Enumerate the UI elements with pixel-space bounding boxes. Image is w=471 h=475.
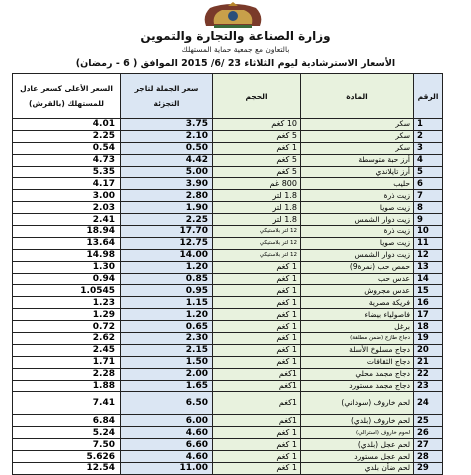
cell-item: أرز حبة متوسطة (301, 154, 414, 166)
cell-number: 3 (414, 142, 443, 154)
cell-item: لحم عجل (بلدي) (301, 439, 414, 451)
cell-unit: 1 كغم (213, 439, 301, 451)
table-row (13, 415, 443, 427)
cell-unit: 1كغم (213, 368, 301, 380)
cell-wholesale-price: 3.90 (121, 178, 213, 190)
cell-number: 12 (414, 249, 443, 261)
cell-wholesale-price: 3.75 (121, 119, 213, 131)
cell-consumer-price: 1.29 (13, 309, 121, 321)
cell-item: لحوم خاروف (استرالي) (301, 427, 414, 439)
cell-item: زيت دوار الشمس (301, 249, 414, 261)
cell-number: 24 (414, 392, 443, 415)
cell-wholesale-price: 1.65 (121, 380, 213, 392)
cell-unit: 1 كغم (213, 297, 301, 309)
column-header-number: الرقم (414, 74, 443, 119)
cell-unit: 1 كغم (213, 142, 301, 154)
column-header-consumer-price: السعر الأعلى كسعر عادل للمستهلك (بالقرش) (13, 74, 121, 119)
cell-number: 27 (414, 439, 443, 451)
table-row (13, 226, 443, 238)
cell-number: 18 (414, 321, 443, 333)
cell-consumer-price: 0.94 (13, 273, 121, 285)
cell-number: 5 (414, 166, 443, 178)
table-row (13, 154, 443, 166)
cell-unit: 1 كغم (213, 427, 301, 439)
cell-number: 22 (414, 368, 443, 380)
jordan-coat-of-arms-icon (200, 2, 266, 30)
cell-wholesale-price: 17.70 (121, 226, 213, 238)
cell-consumer-price: 0.54 (13, 142, 121, 154)
table-row (13, 356, 443, 368)
column-header-wholesale-price: سعر الجملة لتاجر التجزئة (121, 74, 213, 119)
cell-number: 4 (414, 154, 443, 166)
cell-number: 13 (414, 261, 443, 273)
cell-consumer-price: 2.41 (13, 214, 121, 226)
cell-number: 16 (414, 297, 443, 309)
cell-item: لحم ضأن بلدي (301, 463, 414, 475)
column-header-unit: الحجم (213, 74, 301, 119)
cell-wholesale-price: 2.15 (121, 344, 213, 356)
cell-unit: 5 كغم (213, 154, 301, 166)
cell-item: عدس حب (301, 273, 414, 285)
cell-wholesale-price: 6.60 (121, 439, 213, 451)
cell-consumer-price: 4.73 (13, 154, 121, 166)
cell-item: دجاج مجمد محلي (301, 368, 414, 380)
cell-number: 6 (414, 178, 443, 190)
cell-wholesale-price: 2.25 (121, 214, 213, 226)
cell-wholesale-price: 1.90 (121, 202, 213, 214)
cell-item: زيت ذرة (301, 190, 414, 202)
cell-unit: 1 كغم (213, 463, 301, 475)
cell-item: دجاج مجمد مستورد (301, 380, 414, 392)
cell-wholesale-price: 11.00 (121, 463, 213, 475)
cell-consumer-price: 14.98 (13, 249, 121, 261)
cell-consumer-price: 4.17 (13, 178, 121, 190)
price-list-title: الأسعار الاسترشادية ليوم الثلاثاء 23 /6/ 2015 الموافق ( 6 - رمضان) (75, 58, 396, 69)
cell-unit: 10 كغم (213, 119, 301, 131)
table-row (13, 321, 443, 333)
cell-item: زيت ذرة (301, 226, 414, 238)
cell-consumer-price: 2.45 (13, 344, 121, 356)
table-row (13, 273, 443, 285)
table-row (13, 309, 443, 321)
cell-item: برغل (301, 321, 414, 333)
cell-unit: 5 كغم (213, 166, 301, 178)
cell-wholesale-price: 2.00 (121, 368, 213, 380)
cell-number: 10 (414, 226, 443, 238)
cell-number: 8 (414, 202, 443, 214)
table-row (13, 249, 443, 261)
cell-item: سكر (301, 142, 414, 154)
table-row (13, 427, 443, 439)
table-row (13, 166, 443, 178)
cell-number: 19 (414, 333, 443, 345)
cell-item: زيت صويا (301, 202, 414, 214)
cell-consumer-price: 1.71 (13, 356, 121, 368)
table-row (13, 237, 443, 249)
cell-wholesale-price: 0.50 (121, 142, 213, 154)
cell-number: 21 (414, 356, 443, 368)
cell-wholesale-price: 1.15 (121, 297, 213, 309)
price-table (12, 73, 443, 475)
cell-unit: 1 كغم (213, 344, 301, 356)
cell-unit: 1 كغم (213, 273, 301, 285)
cell-item: لحم خاروف (بلدي) (301, 415, 414, 427)
table-row (13, 190, 443, 202)
cell-wholesale-price: 2.30 (121, 333, 213, 345)
cell-item: دجاج الثقافات (301, 356, 414, 368)
cell-unit: 1.8 لتر (213, 190, 301, 202)
cell-consumer-price: 2.28 (13, 368, 121, 380)
cell-item: لحم عجل مستورد (301, 451, 414, 463)
cell-unit: 12 لتر بلاستيكي (213, 237, 301, 249)
cell-item: سكر (301, 130, 414, 142)
cell-number: 25 (414, 415, 443, 427)
table-row (13, 451, 443, 463)
cell-item: زيت دوار الشمس (301, 214, 414, 226)
table-row (13, 142, 443, 154)
cell-item: حليب (301, 178, 414, 190)
cell-item: عدس مجروش (301, 285, 414, 297)
cell-consumer-price: 1.23 (13, 297, 121, 309)
cell-unit: 12 لتر بلاستيكي (213, 249, 301, 261)
cell-wholesale-price: 2.10 (121, 130, 213, 142)
table-row (13, 392, 443, 415)
cell-unit: 1.8 لتر (213, 202, 301, 214)
table-row (13, 344, 443, 356)
cell-consumer-price: 7.41 (13, 392, 121, 415)
cell-number: 11 (414, 237, 443, 249)
cell-wholesale-price: 2.80 (121, 190, 213, 202)
cooperation-note: بالتعاون مع جمعية حماية المستهلك (181, 45, 290, 54)
cell-number: 28 (414, 451, 443, 463)
table-row (13, 439, 443, 451)
cell-wholesale-price: 4.60 (121, 451, 213, 463)
cell-consumer-price: 13.64 (13, 237, 121, 249)
cell-unit: 1 كغم (213, 321, 301, 333)
cell-number: 17 (414, 309, 443, 321)
table-row (13, 297, 443, 309)
table-row (13, 285, 443, 297)
cell-consumer-price: 3.00 (13, 190, 121, 202)
cell-unit: 1كغم (213, 415, 301, 427)
cell-number: 15 (414, 285, 443, 297)
cell-item: فاصولياء بيضاء (301, 309, 414, 321)
table-row (13, 333, 443, 345)
cell-wholesale-price: 4.42 (121, 154, 213, 166)
cell-consumer-price: 2.25 (13, 130, 121, 142)
cell-consumer-price: 2.03 (13, 202, 121, 214)
cell-number: 26 (414, 427, 443, 439)
cell-unit: 1 كغم (213, 333, 301, 345)
cell-consumer-price: 6.84 (13, 415, 121, 427)
cell-number: 23 (414, 380, 443, 392)
cell-item: أرز تايلاندي (301, 166, 414, 178)
cell-unit: 1 كغم (213, 356, 301, 368)
cell-consumer-price: 1.30 (13, 261, 121, 273)
cell-wholesale-price: 1.20 (121, 309, 213, 321)
cell-wholesale-price: 5.00 (121, 166, 213, 178)
table-row (13, 380, 443, 392)
cell-wholesale-price: 1.50 (121, 356, 213, 368)
table-row (13, 368, 443, 380)
cell-wholesale-price: 6.50 (121, 392, 213, 415)
cell-consumer-price: 12.54 (13, 463, 121, 475)
cell-unit: 1 كغم (213, 261, 301, 273)
cell-wholesale-price: 6.00 (121, 415, 213, 427)
cell-number: 1 (414, 119, 443, 131)
cell-consumer-price: 5.24 (13, 427, 121, 439)
table-row (13, 214, 443, 226)
cell-item: فريكة مصرية (301, 297, 414, 309)
cell-consumer-price: 5.626 (13, 451, 121, 463)
cell-consumer-price: 1.88 (13, 380, 121, 392)
cell-item: لحم خاروف (سوداني) (301, 392, 414, 415)
cell-unit: 5 كغم (213, 130, 301, 142)
cell-number: 7 (414, 190, 443, 202)
cell-consumer-price: 1.0545 (13, 285, 121, 297)
table-row (13, 130, 443, 142)
cell-unit: 1كغم (213, 392, 301, 415)
cell-number: 20 (414, 344, 443, 356)
cell-consumer-price: 0.72 (13, 321, 121, 333)
column-header-item: المادة (301, 74, 414, 119)
cell-wholesale-price: 0.65 (121, 321, 213, 333)
cell-wholesale-price: 0.95 (121, 285, 213, 297)
table-row (13, 119, 443, 131)
cell-unit: 12 لتر بلاستيكي (213, 226, 301, 238)
table-header-row (13, 74, 443, 119)
cell-item: دجاج طازج (ضمن مطلقة) (301, 333, 414, 345)
cell-wholesale-price: 4.60 (121, 427, 213, 439)
cell-unit: 1 كغم (213, 285, 301, 297)
table-row (13, 202, 443, 214)
cell-number: 9 (414, 214, 443, 226)
table-row (13, 463, 443, 475)
table-row (13, 178, 443, 190)
cell-unit: 800 غم (213, 178, 301, 190)
cell-item: زيت صويا (301, 237, 414, 249)
cell-consumer-price: 4.01 (13, 119, 121, 131)
cell-item: سكر (301, 119, 414, 131)
cell-consumer-price: 18.94 (13, 226, 121, 238)
table-row (13, 261, 443, 273)
cell-consumer-price: 5.35 (13, 166, 121, 178)
cell-wholesale-price: 12.75 (121, 237, 213, 249)
cell-item: دجاج مسلوخ الأسلة (301, 344, 414, 356)
cell-consumer-price: 2.62 (13, 333, 121, 345)
cell-number: 29 (414, 463, 443, 475)
cell-item: حمص حب (نمرة9) (301, 261, 414, 273)
cell-unit: 1.8 لتر (213, 214, 301, 226)
cell-unit: 1 كغم (213, 309, 301, 321)
cell-wholesale-price: 0.85 (121, 273, 213, 285)
cell-consumer-price: 7.50 (13, 439, 121, 451)
cell-number: 14 (414, 273, 443, 285)
cell-number: 2 (414, 130, 443, 142)
cell-unit: 1كغم (213, 380, 301, 392)
cell-wholesale-price: 14.00 (121, 249, 213, 261)
cell-unit: 1 كغم (213, 451, 301, 463)
cell-wholesale-price: 1.20 (121, 261, 213, 273)
ministry-name: وزارة الصناعة والتجارة والتموين (140, 29, 331, 43)
